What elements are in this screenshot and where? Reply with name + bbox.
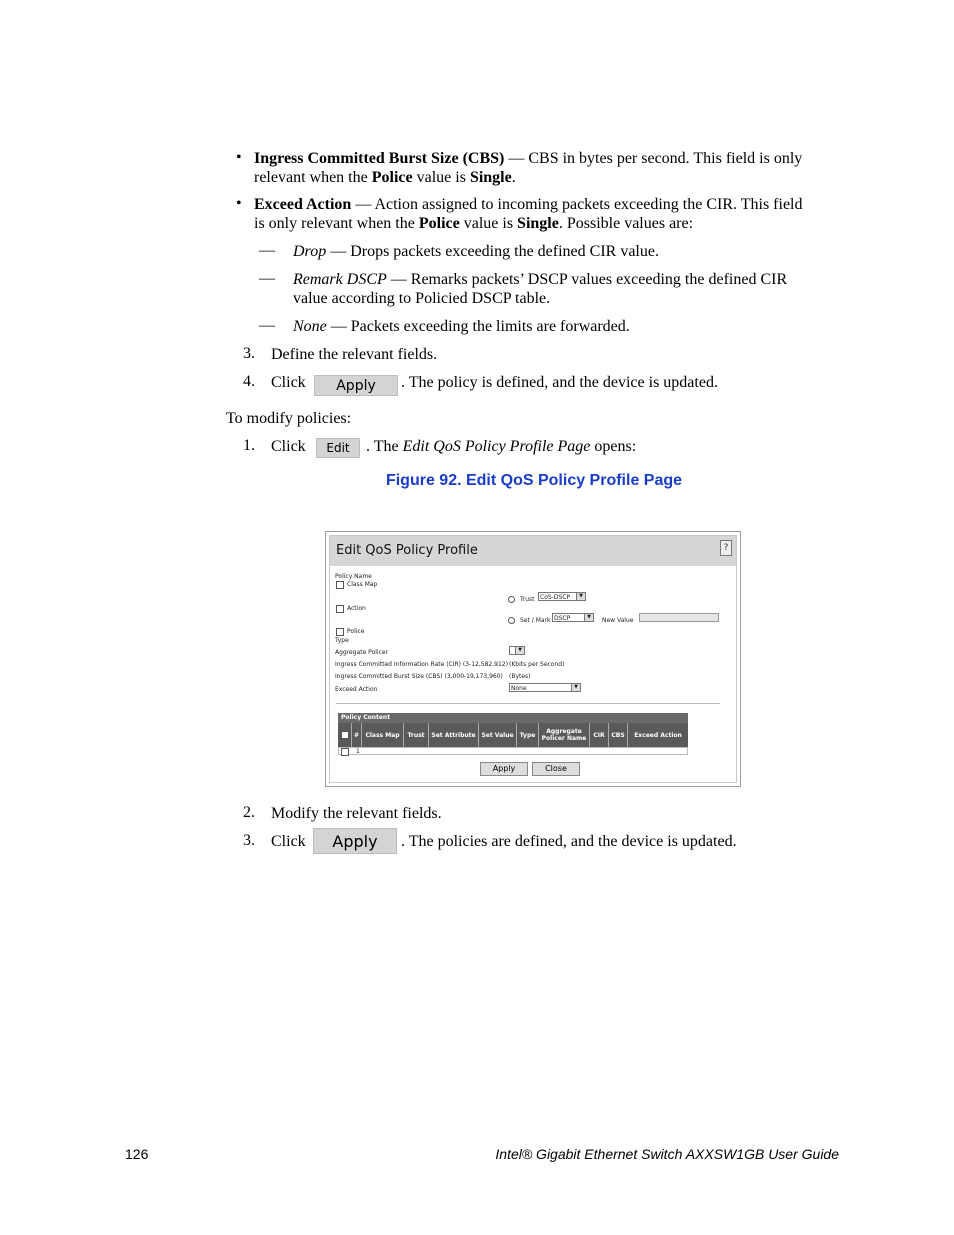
panel-header <box>330 536 736 566</box>
police-label: Police <box>347 628 365 635</box>
dash-mark: — <box>259 242 275 259</box>
action-label: Action <box>347 605 366 612</box>
action-checkbox[interactable] <box>336 605 344 613</box>
chevron-down-icon: ▼ <box>571 684 580 691</box>
trust-select[interactable]: CoS-DSCP ▼ <box>538 592 586 601</box>
step-click-label: Click <box>271 438 306 455</box>
chevron-down-icon: ▼ <box>576 593 585 600</box>
divider <box>336 703 720 704</box>
column-header: Exceed Action <box>634 731 682 739</box>
modify-intro: To modify policies: <box>226 410 352 427</box>
cir-unit: (Kbits per Second) <box>509 661 565 668</box>
column-header: Set Value <box>479 723 517 747</box>
trust-radio[interactable] <box>508 596 515 603</box>
column-header: # <box>352 723 362 747</box>
chevron-down-icon: ▼ <box>584 614 593 621</box>
set-mark-select[interactable]: DSCP ▼ <box>552 613 594 622</box>
chevron-down-icon: ▼ <box>515 647 524 654</box>
column-header: Class Map <box>362 723 404 747</box>
bullet-cbs: Ingress Committed Burst Size (CBS) — CBS in bytes per second. This field is only relevant when the Police value is Single. <box>254 150 803 186</box>
apply-button[interactable]: Apply <box>480 762 528 776</box>
bullet-dot: • <box>236 149 242 166</box>
cbs-unit: (Bytes) <box>509 673 531 680</box>
trust-label: Trust <box>520 596 535 603</box>
help-icon[interactable]: ? <box>720 540 732 556</box>
page-number: 126 <box>125 1146 149 1162</box>
class-map-checkbox[interactable] <box>336 581 344 589</box>
dash-item-drop: Drop — Drops packets exceeding the defined CIR value. <box>293 243 659 260</box>
aggregate-policer-select[interactable] <box>509 646 525 655</box>
step-text: . The policies are defined, and the device is updated. <box>401 833 737 850</box>
exceed-action-select[interactable]: None ▼ <box>509 683 581 692</box>
step-text: Modify the relevant fields. <box>271 805 442 822</box>
row-number: 1 <box>356 748 360 755</box>
step-number: 3. <box>243 832 255 849</box>
police-checkbox[interactable] <box>336 628 344 636</box>
apply-button[interactable]: Apply <box>313 828 397 854</box>
exceed-action-label: Exceed Action <box>335 686 378 693</box>
bullet-exceed-action: Exceed Action — Action assigned to incoming packets exceeding the CIR. This field is only relevant when the Police value is Single. Possible values are: <box>254 196 803 232</box>
column-header: CIR <box>590 723 609 747</box>
edit-button[interactable]: Edit <box>316 438 360 458</box>
table-row <box>338 747 688 755</box>
class-map-label: Class Map <box>347 581 378 588</box>
column-header: Type <box>517 723 539 747</box>
step-click-label: Click <box>271 833 306 850</box>
set-mark-label: Set / Mark <box>520 617 551 624</box>
step-text: . The Edit QoS Policy Profile Page opens: <box>366 438 637 455</box>
set-mark-radio[interactable] <box>508 617 515 624</box>
step-number: 1. <box>243 437 255 454</box>
step-click-label: Click <box>271 374 306 391</box>
step-text: . The policy is defined, and the device is updated. <box>401 374 718 391</box>
aggregate-policer-label: Aggregate Policer <box>335 649 389 656</box>
dash-item-none: None — Packets exceeding the limits are forwarded. <box>293 318 630 335</box>
edit-qos-policy-screenshot <box>325 531 741 787</box>
policy-content-bar: Policy Content <box>338 713 688 723</box>
step-text: Define the relevant fields. <box>271 346 438 363</box>
column-header: CBS <box>609 723 628 747</box>
type-label: Type <box>335 637 349 644</box>
dash-mark: — <box>259 270 275 287</box>
select-all-cell <box>338 723 352 747</box>
dash-item-remark: Remark DSCP — Remarks packets’ DSCP values exceeding the defined CIR value according to Policied DSCP table. <box>293 271 788 307</box>
panel-inner <box>329 535 737 783</box>
close-button[interactable]: Close <box>532 762 580 776</box>
dash-mark: — <box>259 317 275 334</box>
step-number: 3. <box>243 345 255 362</box>
guide-title: Intel® Gigabit Ethernet Switch AXXSW1GB User Guide <box>495 1146 839 1162</box>
policy-content-header <box>338 723 688 747</box>
cbs-label: Ingress Committed Burst Size (CBS) (3,000-19,173,960) <box>335 673 503 680</box>
select-all-checkbox[interactable] <box>341 731 349 739</box>
new-value-label: New Value <box>602 617 634 624</box>
step-number: 4. <box>243 373 255 390</box>
figure-caption: Figure 92. Edit QoS Policy Profile Page <box>385 472 683 489</box>
step-number: 2. <box>243 804 255 821</box>
column-header: Aggregate Policer Name <box>539 723 590 747</box>
apply-button[interactable]: Apply <box>314 375 398 396</box>
column-header: Trust <box>404 723 429 747</box>
cir-label: Ingress Committed Information Rate (CIR) (3-12,582,912) <box>335 661 508 668</box>
panel-title: Edit QoS Policy Profile <box>336 543 478 558</box>
new-value-input[interactable] <box>639 613 719 622</box>
bullet-dot: • <box>236 195 242 212</box>
policy-name-label: Policy Name <box>335 573 372 580</box>
row-checkbox[interactable] <box>341 748 349 756</box>
column-header: Set Attribute <box>429 723 479 747</box>
